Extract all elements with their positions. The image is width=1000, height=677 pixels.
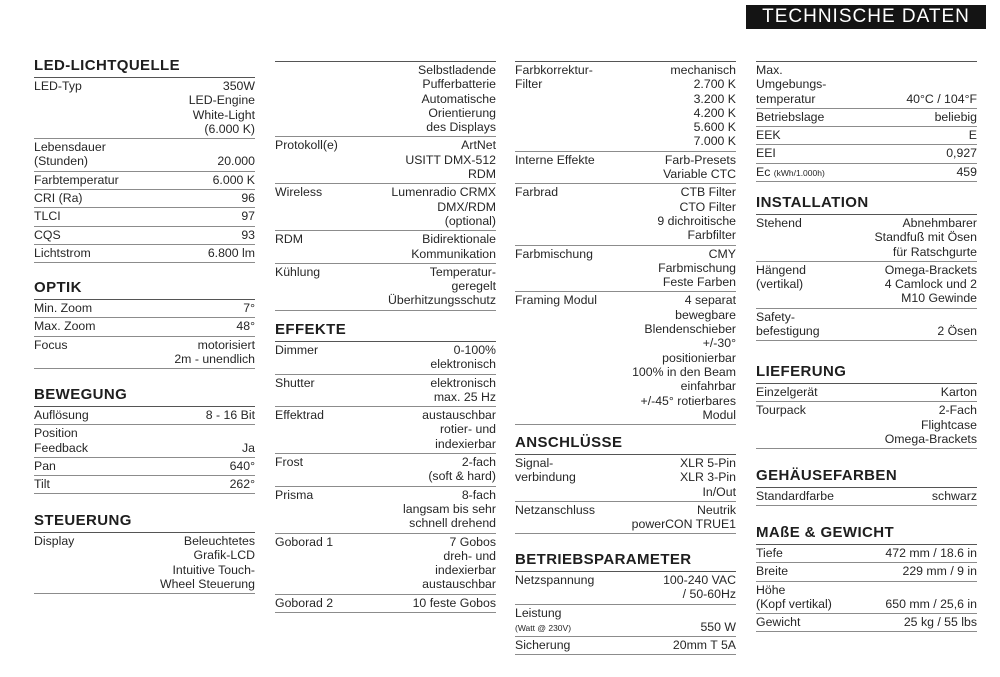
section-title [515,39,736,61]
section-lieferung [756,361,977,449]
spec-label: Farbrad [515,185,559,200]
spec-value: CTB Filter CTO Filter 9 dichroitische Farbfilter [657,185,736,243]
spec-label: Farbkorrektur- Filter [515,63,593,92]
section-installation [756,192,977,341]
spec-row [515,502,736,535]
spec-row [34,318,255,336]
spec-value: austauschbar rotier- und indexierbar [422,408,496,451]
spec-value: Karton [940,385,977,399]
spec-value: motorisiert 2m - unendlich [174,337,255,366]
spec-value: 20.000 [217,154,255,169]
spec-value: 2 Ösen [937,324,977,339]
section-title: MAßE & GEWICHT [756,524,895,541]
spec-row [275,534,496,595]
spec-value: 350W LED-Engine White-Light (6.000 K) [188,79,255,136]
spec-value: 20mm T 5A [672,638,736,653]
spec-label: TLCI [34,209,61,224]
spec-label: Höhe (Kopf vertikal) [756,582,832,611]
spec-row [756,109,977,127]
section-title: OPTIK [34,279,82,296]
spec-row [756,545,977,563]
spec-row [275,342,496,375]
spec-row [34,458,255,476]
spec-value: 4 separat bewegbare Blendenschieber +/-30° positionierbar 100% in den Beam einfahrbar +/-45° rotierbares Modul [632,293,736,422]
spec-label: Kühlung [275,264,321,279]
spec-label: CRI (Ra) [34,191,83,206]
spec-label-note: (Watt @ 230V) [515,622,572,633]
spec-row [34,425,255,458]
section-steuerung [34,510,255,594]
spec-label: Pan [34,458,56,473]
spec-label: Signal- verbindung [515,456,576,485]
spec-label: Tilt [34,477,50,492]
spec-value: 2-Fach Flightcase Omega-Brackets [884,403,977,446]
section-led-lichtquelle [34,55,255,263]
spec-label: EEI [756,146,776,161]
spec-value: 6.800 lm [207,245,255,260]
spec-label: Sicherung [515,638,571,653]
spec-label: Focus [34,337,68,352]
spec-row [515,605,736,638]
spec-label: Lebensdauer (Stunden) [34,140,106,169]
spec-label: Max. Umgebungs- temperatur [756,63,827,106]
spec-label-text: Ec [756,164,771,179]
spec-label: Farbmischung [515,246,593,261]
spec-value: Temperatur- geregelt Überhitzungsschutz [388,264,496,308]
spec-label: RDM [275,232,304,247]
spec-row [756,563,977,581]
spec-row [275,454,496,487]
spec-row [515,184,736,245]
spec-value: 25 kg / 55 lbs [903,615,977,630]
spec-row [34,227,255,245]
spec-label: Betriebslage [756,109,825,124]
spec-value: Omega-Brackets 4 Camlock und 2 M10 Gewinde [884,262,977,306]
spec-label: LED-Typ [34,79,82,93]
spec-value: 550 W [700,619,736,634]
spec-label: Lichtstrom [34,245,91,260]
spec-row [34,78,255,139]
spec-value: 7° [243,301,255,315]
spec-label: Min. Zoom [34,301,93,315]
spec-value: 229 mm / 9 in [902,564,977,579]
spec-value: XLR 5-Pin XLR 3-Pin In/Out [679,456,736,499]
spec-value: 472 mm / 18.6 in [885,546,977,560]
spec-label: Max. Zoom [34,319,96,334]
spec-value: schwarz [931,489,977,503]
section-effekte-continued [515,39,736,425]
spec-row [756,127,977,145]
section-title: INSTALLATION [756,194,869,211]
spec-row [34,533,255,594]
spec-row [756,62,977,109]
section-bewegung [34,384,255,494]
spec-value: 7 Gobos dreh- und indexierbar austauschbar [422,534,496,592]
spec-label: Stehend [756,216,802,230]
spec-row [756,582,977,615]
spec-value: 97 [241,209,255,224]
spec-row [756,164,977,182]
spec-value: Selbstladende Pufferbatterie Automatische Orientierung des Displays [418,63,496,135]
section-gehaeusefarben [756,465,977,506]
spec-row [515,292,736,425]
spec-value: E [968,128,977,143]
spec-label: Netzspannung [515,573,595,587]
spec-label: Framing Modul [515,293,598,308]
spec-value: Abnehmbarer Standfuß mit Ösen für Ratschgurte [874,216,977,259]
section-optik [34,277,255,369]
spec-row [275,595,496,613]
section-title: ANSCHLÜSSE [515,434,623,451]
spec-label: Goborad 2 [275,595,334,610]
spec-row [515,455,736,502]
section-title: BEWEGUNG [34,386,128,403]
spec-label-text: Leistung [515,605,562,620]
spec-value: 40°C / 104°F [906,91,977,106]
spec-label: Display [34,534,75,548]
section-title [756,39,977,61]
spec-label: Gewicht [756,615,801,630]
spec-row [34,300,255,318]
spec-label: Farbtemperatur [34,172,119,187]
spec-value: CMY Farbmischung Feste Farben [658,246,736,290]
spec-value: Lumenradio CRMX DMX/RDM (optional) [391,185,496,228]
spec-label: Dimmer [275,343,319,357]
spec-value: 262° [229,477,255,492]
spec-row [515,572,736,605]
spec-row [275,184,496,231]
spec-label: Standardfarbe [756,489,834,503]
spec-value: 650 mm / 25,6 in [885,596,977,611]
spec-label: Prisma [275,487,314,502]
spec-value: ArtNet USITT DMX-512 RDM [405,138,496,182]
spec-row [34,476,255,494]
spec-row [275,487,496,534]
spec-row [34,139,255,172]
spec-label: Wireless [275,185,323,200]
spec-row [756,614,977,632]
spec-row [34,245,255,263]
spec-row [756,309,977,342]
spec-label [756,165,831,179]
spec-label: Breite [756,564,789,579]
spec-value: Neutrik powerCON TRUE1 [631,502,736,532]
spec-label: Interne Effekte [515,152,595,167]
section-steuerung-continued [275,39,496,311]
section-title: LIEFERUNG [756,363,847,380]
spec-row [756,215,977,262]
spec-value: 640° [229,458,255,473]
spec-value: 2-fach (soft & hard) [428,455,496,484]
spec-value: Beleuchtetes Grafik-LCD Intuitive Touch- Wheel Steuerung [159,534,255,591]
spec-label [515,606,577,635]
section-title [275,39,496,61]
spec-label: Safety- befestigung [756,309,820,339]
spec-row [34,190,255,208]
spec-row [275,62,496,137]
spec-row [515,637,736,655]
spec-label: Netzanschluss [515,502,595,517]
spec-row [756,262,977,309]
spec-value: beliebig [934,109,977,124]
spec-value: 8 - 16 Bit [205,408,255,422]
spec-label: Frost [275,455,304,470]
section-title: BETRIEBSPARAMETER [515,551,692,568]
spec-label: Einzelgerät [756,385,818,399]
spec-row [756,402,977,449]
spec-row [275,407,496,454]
spec-label: Shutter [275,375,315,390]
spec-value: 48° [236,319,255,334]
spec-row [515,62,736,152]
spec-row [34,208,255,226]
spec-label: CQS [34,227,61,242]
spec-label: Protokoll(e) [275,138,338,153]
spec-value: Ja [242,440,255,455]
spec-value: 6.000 K [212,172,255,187]
section-anschluesse [515,432,736,534]
spec-label: Auflösung [34,408,89,422]
spec-value: Farb-Presets Variable CTC [663,152,736,182]
spec-value: 0-100% elektronisch [430,343,496,372]
spec-label: Goborad 1 [275,534,334,549]
spec-row [756,145,977,163]
spec-value: 459 [956,164,977,179]
section-title: GEHÄUSEFARBEN [756,467,898,484]
spec-value: 100-240 VAC / 50-60Hz [663,573,736,602]
spec-row [34,172,255,190]
spec-label: Tiefe [756,546,783,560]
section-masse-gewicht [756,522,977,632]
spec-row [34,407,255,425]
spec-row [34,337,255,370]
spec-label: EEK [756,128,781,143]
spec-label: Tourpack [756,403,806,418]
spec-label: Effektrad [275,408,324,423]
section-effekte [275,319,496,613]
section-title: EFFEKTE [275,321,347,338]
spec-value: elektronisch max. 25 Hz [430,375,496,404]
spec-row [275,375,496,408]
spec-row [756,384,977,402]
spec-row [275,231,496,264]
spec-value: 8-fach langsam bis sehr schnell drehend [403,487,496,531]
spec-row [275,137,496,184]
spec-row [756,488,977,506]
spec-value: 93 [241,227,255,242]
spec-value: Bidirektionale Kommunikation [411,232,496,261]
spec-label: Position Feedback [34,426,89,455]
spec-value: 96 [241,191,255,206]
section-betriebsparameter [515,549,736,655]
page-title: TECHNISCHE DATEN [746,5,986,29]
spec-row [275,264,496,311]
spec-row [515,246,736,293]
section-title: STEUERUNG [34,512,132,529]
spec-value: 0,927 [946,146,977,161]
spec-label-note: (kWh/1.000h) [773,167,825,178]
spec-label: Hängend (vertikal) [756,262,806,292]
spec-row [515,152,736,185]
spec-value: 10 feste Gobos [412,595,496,610]
spec-value: mechanisch 2.700 K 3.200 K 4.200 K 5.600 K 7.000 K [670,63,736,149]
section-betriebsparameter-continued [756,39,977,182]
section-title: LED-LICHTQUELLE [34,57,180,74]
